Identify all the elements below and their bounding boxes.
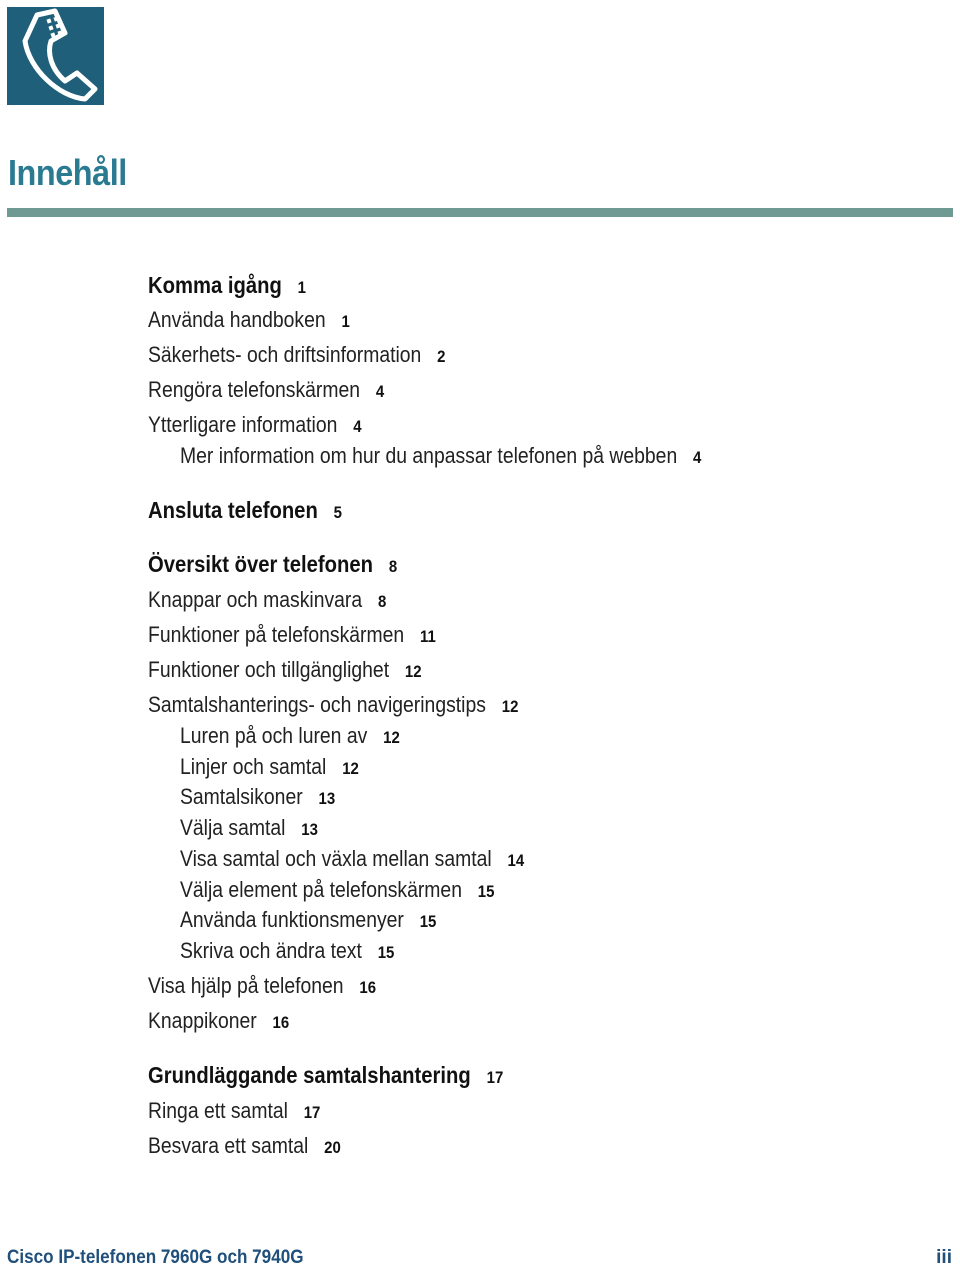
toc-entry[interactable] <box>148 1008 289 1036</box>
toc-entry[interactable] <box>148 307 350 335</box>
toc-entry[interactable] <box>180 815 318 843</box>
toc-entry-page: 17 <box>303 1103 321 1122</box>
toc-entry-title: Rengöra telefonskärmen <box>148 377 361 402</box>
toc-entry-title: Säkerhets- och driftsinformation <box>148 342 422 367</box>
toc-entry-title: Använda handboken <box>148 307 326 332</box>
toc-entry[interactable] <box>148 973 376 1001</box>
toc-entry-page: 4 <box>353 417 362 436</box>
toc-entry-page: 12 <box>342 759 359 778</box>
toc-entry-title: Knappikoner <box>148 1008 257 1033</box>
toc-entry[interactable] <box>148 692 518 720</box>
toc-entry-title: Skriva och ändra text <box>180 938 362 963</box>
toc-entry-title: Använda funktionsmenyer <box>180 907 404 932</box>
toc-entry[interactable] <box>180 723 400 751</box>
toc-entry[interactable] <box>148 1062 503 1091</box>
toc-entry-title: Mer information om hur du anpassar telefonen på webben <box>180 443 678 468</box>
toc-entry[interactable] <box>148 342 445 370</box>
toc-entry-title: Ringa ett samtal <box>148 1098 288 1123</box>
toc-entry-page: 15 <box>377 943 395 962</box>
toc-entry-title: Översikt över telefonen <box>148 551 373 577</box>
toc-entry-page: 13 <box>318 789 336 808</box>
toc-entry-title: Funktioner och tillgänglighet <box>148 657 390 682</box>
toc-entry[interactable] <box>148 622 436 650</box>
toc-entry[interactable] <box>180 907 436 935</box>
page-title: Innehåll <box>8 152 127 193</box>
toc-entry-page: 16 <box>359 978 377 997</box>
toc-entry[interactable] <box>148 497 342 526</box>
toc-entry-page: 1 <box>341 312 350 331</box>
toc-entry[interactable] <box>148 272 306 301</box>
toc-entry-page: 2 <box>437 347 446 366</box>
toc-entry[interactable] <box>148 657 422 685</box>
toc-entry[interactable] <box>180 443 701 471</box>
toc-entry-page: 11 <box>419 627 436 646</box>
toc-entry-page: 8 <box>388 557 398 576</box>
toc-entry-page: 17 <box>486 1068 504 1087</box>
toc-entry-page: 15 <box>419 912 437 931</box>
phone-handset-icon <box>7 7 104 105</box>
toc-entry-title: Samtalsikoner <box>180 784 303 809</box>
cisco-logo <box>7 7 104 105</box>
toc-entry-title: Besvara ett samtal <box>148 1133 309 1158</box>
footer-page-number: iii <box>936 1247 952 1268</box>
toc-entry-title: Visa hjälp på telefonen <box>148 973 344 998</box>
toc-entry-page: 16 <box>272 1013 290 1032</box>
toc-entry-title: Visa samtal och växla mellan samtal <box>180 846 492 871</box>
toc-entry-page: 12 <box>383 728 400 747</box>
toc-entry[interactable] <box>148 1098 320 1126</box>
toc-entry-page: 8 <box>377 592 387 611</box>
toc-entry-title: Funktioner på telefonskärmen <box>148 622 405 647</box>
toc-entry[interactable] <box>148 1133 341 1161</box>
toc-entry[interactable] <box>148 587 386 615</box>
toc-entry-title: Välja element på telefonskärmen <box>180 877 462 902</box>
toc-entry-page: 5 <box>333 503 342 522</box>
toc-entry-title: Knappar och maskinvara <box>148 587 363 612</box>
toc-entry-title: Välja samtal <box>180 815 286 840</box>
toc-entry-page: 12 <box>404 662 422 681</box>
toc-entry-page: 20 <box>324 1138 341 1157</box>
toc-entry-title: Ansluta telefonen <box>148 497 318 523</box>
toc-entry-page: 14 <box>507 851 525 870</box>
footer-title: Cisco IP-telefonen 7960G och 7940G <box>7 1247 304 1268</box>
toc-entry-page: 13 <box>301 820 318 839</box>
toc-entry-page: 4 <box>693 448 702 467</box>
toc-entry[interactable] <box>180 754 359 782</box>
toc-entry-title: Ytterligare information <box>148 412 338 437</box>
toc-entry[interactable] <box>180 846 524 874</box>
title-divider <box>7 208 953 217</box>
toc-entry-title: Komma igång <box>148 272 282 298</box>
toc-entry[interactable] <box>180 938 394 966</box>
toc-entry-page: 1 <box>297 278 307 297</box>
toc-entry-page: 15 <box>477 882 495 901</box>
toc-entry-title: Luren på och luren av <box>180 723 368 748</box>
toc-entry-title: Samtalshanterings- och navigeringstips <box>148 692 486 717</box>
toc-entry[interactable] <box>180 784 335 812</box>
toc-entry-page: 12 <box>501 697 519 716</box>
toc-entry-title: Grundläggande samtalshantering <box>148 1062 471 1088</box>
toc-entry[interactable] <box>148 551 397 580</box>
toc-entry-title: Linjer och samtal <box>180 754 327 779</box>
toc-entry[interactable] <box>148 377 384 405</box>
toc-entry[interactable] <box>180 877 494 905</box>
toc-entry[interactable] <box>148 412 362 440</box>
toc-entry-page: 4 <box>375 382 385 401</box>
